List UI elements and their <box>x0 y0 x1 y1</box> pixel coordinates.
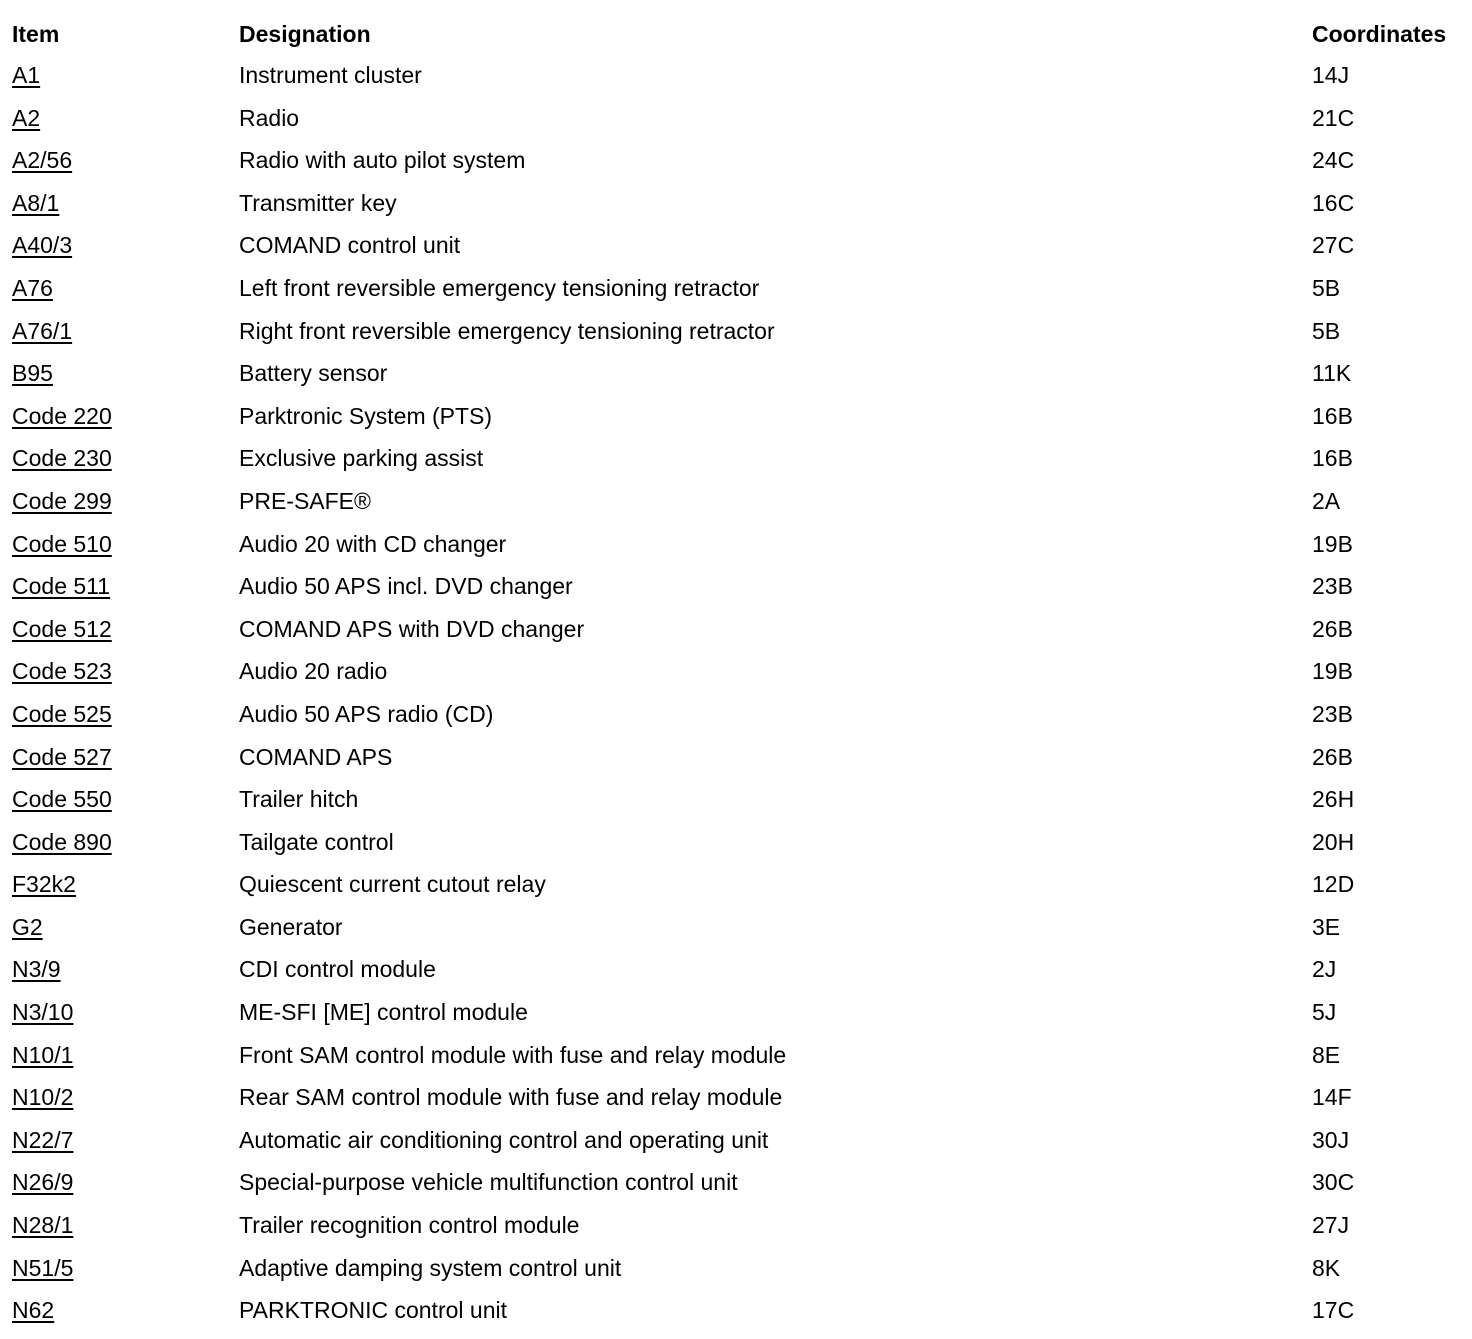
table-row <box>12 146 1464 189</box>
item-link[interactable]: A76 <box>12 274 53 301</box>
item-link[interactable]: A1 <box>12 62 41 88</box>
table-row <box>12 359 1464 402</box>
item-link[interactable]: Code 512 <box>12 615 112 642</box>
table-row <box>12 104 1464 147</box>
header-item: Item <box>12 21 60 47</box>
designation-cell: CDI control module <box>239 956 436 983</box>
table-row <box>12 743 1464 786</box>
table-body <box>12 61 1464 1339</box>
designation-cell: Audio 20 radio <box>239 658 388 685</box>
table-row <box>12 402 1464 445</box>
designation-cell: Right front reversible emergency tensioning retractor <box>239 317 775 344</box>
coordinates-cell: 5J <box>1312 999 1337 1026</box>
designation-cell: PARKTRONIC control unit <box>239 1297 507 1324</box>
designation-cell: Left front reversible emergency tensioning retractor <box>239 274 760 301</box>
coordinates-cell: 20H <box>1312 828 1355 855</box>
item-link[interactable]: A8/1 <box>12 189 60 216</box>
coordinates-cell: 23B <box>1312 700 1353 727</box>
coordinates-cell: 14F <box>1312 1084 1352 1111</box>
item-link[interactable]: Code 527 <box>12 743 112 770</box>
table-row <box>12 700 1464 743</box>
item-link[interactable]: N26/9 <box>12 1169 74 1196</box>
item-link[interactable]: A2/56 <box>12 147 73 174</box>
item-link[interactable]: A40/3 <box>12 232 73 259</box>
designation-cell: Tailgate control <box>239 828 394 855</box>
item-link[interactable]: A2 <box>12 104 41 131</box>
table-row <box>12 615 1464 658</box>
table-row <box>12 1296 1464 1339</box>
designation-cell: Instrument cluster <box>239 62 422 88</box>
coordinates-cell: 16C <box>1312 189 1355 216</box>
coordinates-cell: 5B <box>1312 317 1341 344</box>
coordinates-cell: 8E <box>1312 1041 1341 1068</box>
table-row <box>12 1126 1464 1169</box>
table-row <box>12 828 1464 871</box>
coordinates-cell: 19B <box>1312 658 1353 685</box>
designation-cell: Front SAM control module with fuse and relay module <box>239 1041 787 1068</box>
item-link[interactable]: N28/1 <box>12 1212 74 1239</box>
coordinates-cell: 11K <box>1312 360 1352 387</box>
table-row <box>12 955 1464 998</box>
item-link[interactable]: N62 <box>12 1297 55 1324</box>
designation-cell: Parktronic System (PTS) <box>239 402 493 429</box>
item-link[interactable]: N22/7 <box>12 1126 74 1153</box>
coordinates-cell: 30J <box>1312 1126 1350 1153</box>
table-row <box>12 1254 1464 1297</box>
designation-cell: Rear SAM control module with fuse and relay module <box>239 1084 783 1111</box>
item-link[interactable]: Code 525 <box>12 700 112 727</box>
item-link[interactable]: N10/1 <box>12 1041 74 1068</box>
designation-cell: Trailer recognition control module <box>239 1212 580 1239</box>
designation-cell: Automatic air conditioning control and operating unit <box>239 1126 769 1153</box>
designation-cell: Special-purpose vehicle multifunction control unit <box>239 1169 738 1196</box>
coordinates-cell: 8K <box>1312 1254 1341 1281</box>
table-row <box>12 1083 1464 1126</box>
item-link[interactable]: N3/9 <box>12 956 61 983</box>
coordinates-cell: 21C <box>1312 104 1355 131</box>
item-link[interactable]: Code 550 <box>12 786 112 813</box>
component-legend-table <box>12 20 1464 1339</box>
coordinates-cell: 27J <box>1312 1212 1350 1239</box>
designation-cell: Audio 20 with CD changer <box>239 530 507 557</box>
item-link[interactable]: Code 299 <box>12 487 112 514</box>
table-row <box>12 1168 1464 1211</box>
coordinates-cell: 2J <box>1312 956 1337 983</box>
coordinates-cell: 16B <box>1312 445 1353 472</box>
designation-cell: Quiescent current cutout relay <box>239 871 546 898</box>
coordinates-cell: 17C <box>1312 1297 1355 1324</box>
table-row <box>12 1041 1464 1084</box>
coordinates-cell: 30C <box>1312 1169 1355 1196</box>
coordinates-cell: 19B <box>1312 530 1353 557</box>
table-row <box>12 572 1464 615</box>
table-row <box>12 317 1464 360</box>
coordinates-cell: 24C <box>1312 147 1355 174</box>
item-link[interactable]: Code 523 <box>12 658 112 685</box>
table-row <box>12 657 1464 700</box>
coordinates-cell: 14J <box>1312 62 1350 88</box>
table-header-row <box>12 20 1464 60</box>
coordinates-cell: 26H <box>1312 786 1355 813</box>
item-link[interactable]: Code 511 <box>12 573 111 600</box>
designation-cell: Transmitter key <box>239 189 397 216</box>
item-link[interactable]: Code 220 <box>12 402 112 429</box>
designation-cell: Trailer hitch <box>239 786 359 813</box>
designation-cell: Exclusive parking assist <box>239 445 484 472</box>
item-link[interactable]: B95 <box>12 360 53 387</box>
designation-cell: Radio with auto pilot system <box>239 147 526 174</box>
table-row <box>12 231 1464 274</box>
item-link[interactable]: N3/10 <box>12 999 74 1026</box>
designation-cell: COMAND control unit <box>239 232 461 259</box>
table-row <box>12 913 1464 956</box>
item-link[interactable]: F32k2 <box>12 871 76 898</box>
coordinates-cell: 26B <box>1312 615 1353 642</box>
table-row <box>12 1211 1464 1254</box>
item-link[interactable]: A76/1 <box>12 317 73 344</box>
coordinates-cell: 16B <box>1312 402 1353 429</box>
header-coordinates: Coordinates <box>1312 21 1447 47</box>
designation-cell: ME-SFI [ME] control module <box>239 999 528 1026</box>
coordinates-cell: 2A <box>1312 487 1341 514</box>
table-row <box>12 61 1464 104</box>
table-row <box>12 487 1464 530</box>
coordinates-cell: 5B <box>1312 274 1341 301</box>
table-row <box>12 785 1464 828</box>
designation-cell: Battery sensor <box>239 360 388 387</box>
designation-cell: Radio <box>239 104 300 131</box>
table-row <box>12 444 1464 487</box>
item-link[interactable]: N51/5 <box>12 1254 74 1281</box>
designation-cell: PRE-SAFE® <box>239 487 371 514</box>
coordinates-cell: 23B <box>1312 573 1353 600</box>
table-row <box>12 189 1464 232</box>
designation-cell: Adaptive damping system control unit <box>239 1254 622 1281</box>
designation-cell: COMAND APS with DVD changer <box>239 615 585 642</box>
coordinates-cell: 12D <box>1312 871 1355 898</box>
coordinates-cell: 3E <box>1312 913 1341 940</box>
table-row <box>12 870 1464 913</box>
header-designation: Designation <box>239 21 371 47</box>
table-row <box>12 998 1464 1041</box>
item-link[interactable]: Code 230 <box>12 445 112 472</box>
designation-cell: Generator <box>239 913 343 940</box>
designation-cell: Audio 50 APS radio (CD) <box>239 700 494 727</box>
item-link[interactable]: N10/2 <box>12 1084 74 1111</box>
designation-cell: COMAND APS <box>239 743 393 770</box>
coordinates-cell: 27C <box>1312 232 1355 259</box>
item-link[interactable]: Code 510 <box>12 530 112 557</box>
item-link[interactable]: Code 890 <box>12 828 112 855</box>
table-row <box>12 530 1464 573</box>
item-link[interactable]: G2 <box>12 913 43 940</box>
coordinates-cell: 26B <box>1312 743 1353 770</box>
table-row <box>12 274 1464 317</box>
designation-cell: Audio 50 APS incl. DVD changer <box>239 573 573 600</box>
